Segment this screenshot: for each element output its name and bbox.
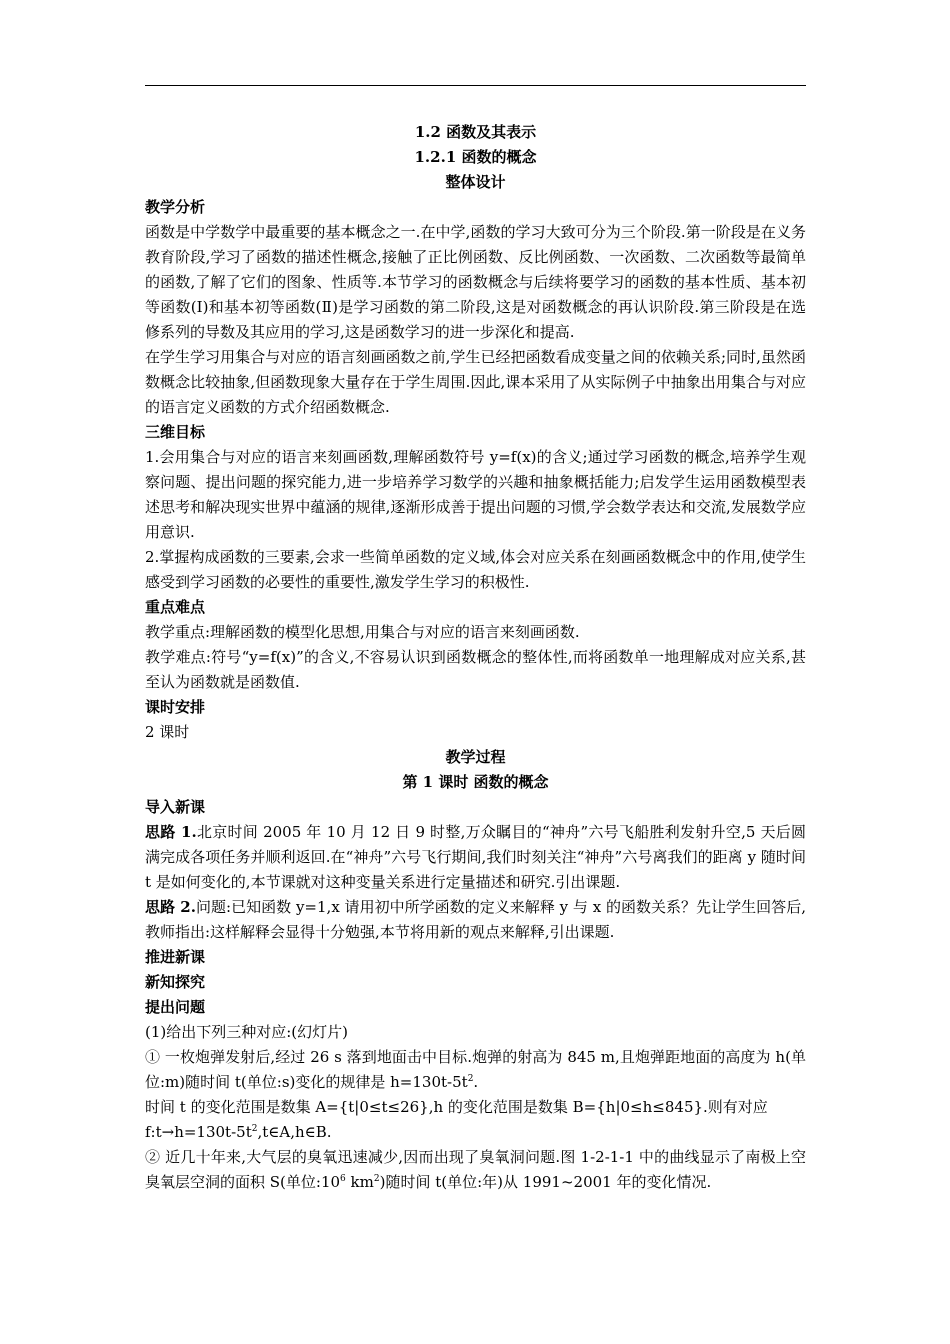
idea-1-label: 思路 1. bbox=[145, 823, 197, 841]
section-title: 1.2 函数及其表示 bbox=[414, 123, 537, 141]
analysis-paragraph-2: 在学生学习用集合与对应的语言刻画函数之前,学生已经把函数看成变量之间的依赖关系;同时,虽然函数概念比较抽象,但函数现象大量存在于学生周围.因此,课本采用了从实际例子中抽象出用集合与对应的语言定义函数的方式介绍函数概念. bbox=[145, 348, 806, 416]
goal-2: 2.掌握构成函数的三要素,会求一些简单函数的定义域,体会对应关系在刻画函数概念中的作用,使学生感受到学习函数的必要性的重要性,激发学生学习的积极性. bbox=[145, 548, 806, 591]
schedule-heading: 课时安排 bbox=[145, 698, 206, 716]
subsection-title: 1.2.1 函数的概念 bbox=[414, 148, 537, 166]
goal-1: 1.会用集合与对应的语言来刻画函数,理解函数符号 y=f(x)的含义;通过学习函数的概念,培养学生观察问题、提出问题的探究能力,进一步培养学习数学的兴趣和抽象概括能力;启发学生运用函数模型表述思考和解决现实世界中蕴涵的规律,逐渐形成善于提出问题的习惯,学会数学表达和交流,发展数学应用意识. bbox=[145, 448, 806, 541]
idea-2-label: 思路 2. bbox=[145, 898, 196, 916]
document-page bbox=[145, 120, 806, 1195]
analysis-heading: 教学分析 bbox=[145, 198, 206, 216]
correspondence-item-1-map: $f:t\to h=130t-5t^2,t\in A,h\in B$. bbox=[145, 1123, 332, 1141]
schedule-value: 2 课时 bbox=[145, 723, 190, 741]
overall-design-title: 整体设计 bbox=[445, 173, 506, 191]
intro-heading: 导入新课 bbox=[145, 798, 206, 816]
lesson-title: 第 1 课时 函数的概念 bbox=[402, 773, 549, 791]
teaching-difficulty: 教学难点:符号“y=f(x)”的含义,不容易认识到函数概念的整体性,而将函数单一地理解成对应关系,甚至认为函数就是函数值. bbox=[145, 648, 806, 691]
idea-1-text: 北京时间 2005 年 10 月 12 日 9 时整,万众瞩目的“神舟”六号飞船胜利发射升空,5 天后圆满完成各项任务并顺利返回.在“神舟”六号飞行期间,我们时刻关注“神舟”六号离我们的距离 y 随时间 t 是如何变化的,本节课就对这种变量关系进行定量描述和研究.引出课题. bbox=[145, 823, 806, 891]
question-heading: 提出问题 bbox=[145, 998, 206, 1016]
analysis-paragraph-1: 函数是中学数学中最重要的基本概念之一.在中学,函数的学习大致可分为三个阶段.第一阶段是在义务教育阶段,学习了函数的描述性概念,接触了正比例函数、反比例函数、一次函数、二次函数等最简单的函数,了解了它们的图象、性质等.本节学习的函数概念与后续将要学习的函数的基本性质、基本初等函数(I)和基本初等函数(Ⅱ)是学习函数的第二阶段,这是对函数概念的再认识阶段.第三阶段是在选修系列的导数及其应用的学习,这是函数学习的进一步深化和提高. bbox=[145, 223, 806, 341]
explore-heading: 新知探究 bbox=[145, 973, 206, 991]
idea-1 bbox=[145, 820, 806, 895]
question-1: (1)给出下列三种对应:(幻灯片) bbox=[145, 1023, 349, 1041]
header-rule bbox=[145, 85, 806, 86]
correspondence-item-2: ② 近几十年来,大气层的臭氧迅速减少,因而出现了臭氧洞问题.图 1-2-1-1 中的曲线显示了南极上空臭氧层空洞的面积 S(单位$:10^6$ $km^2$)随时间 t(单位:年)从 1991~2001 年的变化情况. bbox=[145, 1148, 806, 1191]
new-lesson-heading: 推进新课 bbox=[145, 948, 206, 966]
key-points-heading: 重点难点 bbox=[145, 598, 206, 616]
correspondence-item-1: ① 一枚炮弹发射后,经过 26 s 落到地面击中目标.炮弹的射高为 845 m,且炮弹距地面的高度为 h(单位:m)随时间 t(单位:s)变化的规律是 $h=130t-5t^2$. bbox=[145, 1048, 806, 1091]
process-heading: 教学过程 bbox=[445, 748, 506, 766]
goals-heading: 三维目标 bbox=[145, 423, 206, 441]
correspondence-item-1-range: 时间 t 的变化范围是数集 A={t|0≤t≤26},h 的变化范围是数集 B={h|0≤h≤845}.则有对应 bbox=[145, 1098, 768, 1116]
idea-2-text: 问题:已知函数 y=1,x 请用初中所学函数的定义来解释 y 与 x 的函数关系？先让学生回答后,教师指出:这样解释会显得十分勉强,本节将用新的观点来解释,引出课题. bbox=[145, 898, 806, 941]
teaching-focus: 教学重点:理解函数的模型化思想,用集合与对应的语言来刻画函数. bbox=[145, 623, 580, 641]
idea-2 bbox=[145, 895, 806, 945]
